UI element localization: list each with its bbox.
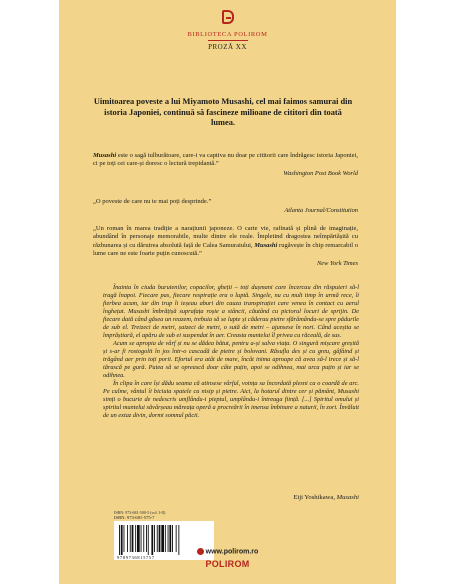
series-name: PROZĂ XX	[208, 43, 247, 51]
review-quote-3	[93, 225, 358, 268]
book-back-cover	[59, 0, 396, 584]
review-quote-2	[93, 198, 358, 216]
author-name: Eiji Yoshikawa,	[293, 494, 337, 501]
book-title: Musashi	[336, 494, 359, 501]
isbn-set: ISBN: 973-681-500-5 (vol. I-II)	[114, 510, 166, 515]
review-source: Atlanta Journal/Constitution	[284, 207, 358, 215]
review-text: Musashi este o sagă tulburătoare, care-i va captiva nu doar pe cititorii care îndrăgesc istoria Japoniei, ci pe toți cei care-și doresc o lectură trepidantă.”	[93, 152, 358, 168]
review-source: New York Times	[317, 259, 358, 267]
publisher-website: www.polirom.ro	[59, 548, 396, 555]
polirom-globe-icon	[197, 548, 204, 555]
imprint-logo	[59, 10, 396, 51]
review-text: „O poveste de care nu te mai poți desprinde.”	[93, 198, 212, 205]
excerpt-paragraph: Înainta în ciuda buruienilor, copacilor, gheții – toți dușmani care încercau din răsputeri să-l tragă înapoi. Fiecare pas, fiecare respirație era o luptă. Singele, nu cu mult timp în urmă rece, îi fierbea acum, iar din trup îi ieșeau aburi din cauza transpirației care venea în contact cu aerul înghețat. Musashi îmbrățișă suprafața roșie a stâncii, căutând cu piciorul locuri de sprijin. De fiecare dată când găsea un reazem, trebuia să se lupte și căderau pietre sfărâmându-se spre pădurile de sub el. Treizeci de metri, șaizeci de metri, o sută de metri – ajunsese în nori. Când aceștia se împrăștiară, el apăru de sub ei suspendat în aer. Creasta muntelui îl privea cu răceală, de sus.	[103, 284, 359, 339]
review-source: Washington Post Book World	[283, 169, 358, 177]
intro-blurb: Uimitoarea poveste a lui Miyamoto Musashi, cel mai faimos samurai din istoria Japoniei, continuă să fascineze milioane de cititori din toată lumea.	[93, 97, 353, 128]
isbn-volume: ISBN: 973-681-575-7	[114, 515, 155, 520]
logo-divider	[208, 40, 248, 41]
review-text: „Un roman în marea tradiție a narațiunii japoneze. O carte vie, rafinată și plină de imaginație, abundând în personaje memorabile, multe dintre ele reale. Împletind dragostea neîmpărtășită cu răzbunarea și cu dăruirea absolută față de Calea Samuraiului, Musashi rugăvește în chip remarcabil o lume care ne este foarte puțin cunoscută.”	[93, 225, 358, 258]
book-excerpt	[103, 284, 359, 420]
imprint-name: BIBLIOTECA POLIROM	[187, 31, 268, 38]
excerpt-paragraph: Acum se apropia de vârf și nu se dădea bătut, pentru a-și salva viața. O singură mișcare greșită și s-ar fi rostogolit în jos într-o cascadă de pietre și bolovani. Răsuflа des și cu greu, gâfâind și trăgând aer prin toți porii. Efortul era atât de mare, încât inima aproape că avea să-l trece și să-l tărască pe gură. Putea să se oprească doar câte puțin, apoi se odihnea, mai urca puțin și iar se odihnea.	[103, 340, 359, 379]
excerpt-attribution	[103, 494, 359, 501]
excerpt-paragraph: În clipa în care își dădu seama că atinsese vârful, voința sa încordată plesni ca o coardă de arc. Pe culme, vântul îi biciuia spatele cu nisip și pietre. Aici, la hotarul dintre cer și pământ, Musashi simți o bucurie de nedescris umflându-i pieptul, umplându-i întreaga ființă. [...] Spiritul omului și spiritul muntelui săvârșeau măreața operă a procreării în imensa îmbinare a naturii, în zori. Învăluit de un extaz divin, dormi somnul păcii.	[103, 380, 359, 420]
review-lead: Musashi	[93, 152, 117, 159]
review-quote-1	[93, 152, 358, 178]
publisher-name: POLIROM	[205, 559, 250, 569]
barcode-digits: 9789736815757	[114, 555, 214, 560]
polirom-emblem-icon	[222, 10, 234, 24]
